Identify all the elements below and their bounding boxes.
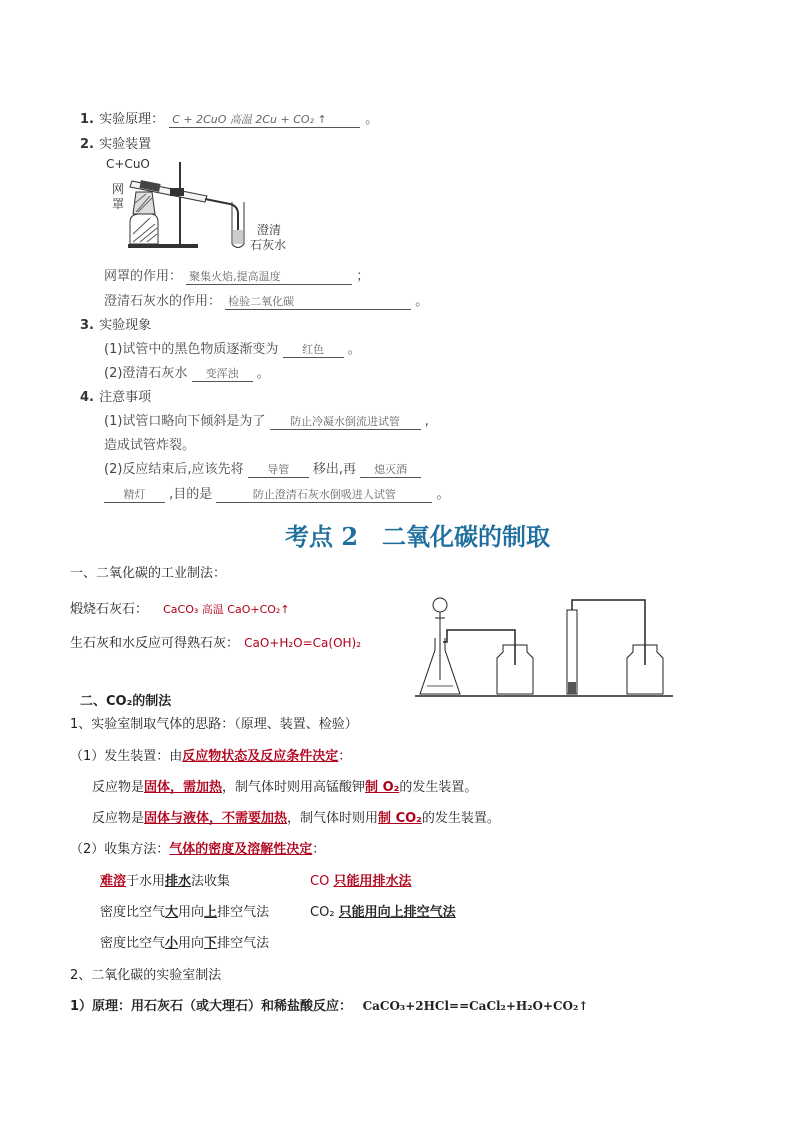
note-answer-lamp-2: 精灯 — [104, 488, 165, 503]
note-2 — [104, 458, 421, 478]
punct: ： — [312, 842, 326, 857]
text: （1）发生装置：由 — [70, 749, 183, 764]
item-number: 1. — [80, 112, 94, 127]
lab-p3 — [92, 776, 477, 795]
apparatus-heading — [80, 133, 151, 152]
lab-p7 — [70, 995, 588, 1014]
item-number: 2. — [80, 137, 94, 152]
text: 排空气法 — [217, 905, 270, 920]
slaked-lime-formula: CaO+H₂O=Ca(OH)₂ — [244, 636, 362, 650]
emphasis: 制 CO₂ — [378, 811, 422, 826]
delivery-tube-2 — [572, 600, 645, 665]
emphasis: 大 — [165, 905, 179, 920]
observation-text: (1)试管中的黑色物质逐渐变为 — [104, 342, 279, 357]
mesh-label-1: 网 — [112, 182, 125, 196]
principle-formula: CaCO₃+2HCl==CaCl₂+H₂O+CO₂↑ — [362, 999, 589, 1013]
note-1 — [104, 410, 429, 430]
emphasis: 固体，需加热 — [144, 780, 223, 795]
calcination-label: 煅烧石灰石： — [70, 602, 149, 617]
punct: , — [424, 414, 429, 429]
notes-heading — [80, 386, 151, 405]
stand-base — [128, 244, 198, 248]
mesh-label-2: 罩 — [112, 197, 125, 211]
emphasis: 反应物状态及反应条件决定 — [182, 749, 339, 764]
emphasis: 只能用排水法 — [333, 874, 412, 889]
observation-text: (2)澄清石灰水 — [104, 366, 188, 381]
lab-p2 — [70, 745, 351, 764]
text: 用向 — [178, 905, 205, 920]
collect-row-3 — [100, 932, 269, 951]
emphasis: 小 — [165, 936, 179, 951]
observation-answer: 红色 — [283, 343, 344, 358]
limewater-role-answer: 检验二氧化碳 — [225, 295, 411, 310]
text: 法收集 — [191, 874, 231, 889]
item-number: 4. — [80, 390, 94, 405]
text: （2）收集方法： — [70, 842, 170, 857]
text: 的发生装置。 — [399, 780, 478, 795]
punct: ； — [356, 269, 370, 284]
emphasis: 难溶 — [100, 874, 127, 889]
gas-name: CO — [310, 874, 334, 889]
emphasis: 排水 — [165, 874, 192, 889]
text: 反应物是 — [92, 811, 145, 826]
item-label: 注意事项 — [99, 390, 152, 405]
lab-title — [80, 690, 171, 709]
gas-generator-diagram — [415, 590, 675, 700]
limewater-role-label: 澄清石灰水的作用： — [104, 294, 222, 309]
punct: 。 — [347, 342, 361, 357]
lab-p4 — [92, 807, 500, 826]
item-label: 实验原理： — [99, 112, 165, 127]
punct: 。 — [365, 112, 379, 127]
lab-p5 — [70, 838, 325, 857]
industrial-line-1 — [70, 598, 290, 617]
text: 反应物是 — [92, 780, 145, 795]
note-text: ,目的是 — [169, 487, 213, 502]
note-answer-tube: 导管 — [248, 463, 309, 478]
punct: 。 — [256, 366, 270, 381]
emphasis: 上 — [204, 905, 218, 920]
item-number: 3. — [80, 318, 94, 333]
lab-p6: 2、二氧化碳的实验室制法 — [70, 968, 222, 983]
text: 密度比空气 — [100, 936, 166, 951]
test-tube — [567, 610, 577, 694]
note-answer: 防止冷凝水倒流进试管 — [270, 415, 421, 430]
emphasis: 气体的密度及溶解性决定 — [169, 842, 313, 857]
delivery-tube — [443, 630, 515, 665]
industrial-title: 一、二氧化碳的工业制法： — [70, 566, 227, 581]
note-1-continued: 造成试管炸裂。 — [104, 438, 196, 453]
calcination-formula: CaCO₃ 高温 CaO+CO₂↑ — [163, 603, 290, 616]
emphasis: 固体与液体，不需要加热 — [144, 811, 288, 826]
emphasis: 制 O₂ — [365, 780, 400, 795]
item-label: 实验现象 — [99, 318, 152, 333]
mesh-role-label: 网罩的作用： — [104, 269, 183, 284]
reactants-label: C+CuO — [106, 157, 150, 171]
observation-2 — [104, 362, 270, 382]
gas-name: CO₂ — [310, 905, 339, 920]
text: 的发生装置。 — [421, 811, 500, 826]
note-text: (1)试管口略向下倾斜是为了 — [104, 414, 266, 429]
observation-1 — [104, 338, 361, 358]
mesh-role-line — [104, 265, 369, 285]
item-label: 实验装置 — [99, 137, 152, 152]
collect-row-1 — [100, 870, 230, 889]
reaction-formula: C + 2CuO 高温 2Cu + CO₂ ↑ — [169, 113, 360, 128]
note-2-continued — [104, 483, 450, 503]
text: ，制气体时则用高锰酸钾 — [222, 780, 366, 795]
observation-answer: 变浑浊 — [192, 367, 253, 382]
punct: 。 — [415, 294, 429, 309]
note-text: 移出,再 — [312, 462, 356, 477]
limewater-role-line — [104, 290, 428, 310]
slaked-lime-label: 生石灰和水反应可得熟石灰： — [70, 636, 240, 651]
note-answer-purpose: 防止澄清石灰水倒吸进人试管 — [216, 488, 432, 503]
text: ，制气体时则用 — [287, 811, 379, 826]
mesh-role-answer: 聚集火焰,提高温度 — [186, 270, 352, 285]
principle-label: 1）原理：用石灰石（或大理石）和稀盐酸反应： — [70, 999, 353, 1014]
collect-row-2 — [100, 901, 269, 920]
note-text: (2)反应结束后,应该先将 — [104, 462, 244, 477]
limewater-label-2: 石灰水 — [250, 238, 287, 252]
limewater-label-1: 澄清 — [257, 223, 282, 237]
phenomena-heading — [80, 314, 151, 333]
lab-title-prefix: 二、 — [80, 694, 107, 709]
industrial-line-2 — [70, 632, 361, 651]
text: 用向 — [178, 936, 205, 951]
punct: ： — [338, 749, 352, 764]
lab-p1: 1、实验室制取气体的思路：（原理、装置、检验） — [70, 717, 358, 732]
text: 密度比空气 — [100, 905, 166, 920]
text: 于水用 — [126, 874, 166, 889]
emphasis: 只能用向上排空气法 — [338, 905, 456, 920]
alcohol-burner — [130, 214, 158, 244]
punct: 。 — [436, 487, 450, 502]
note-answer-lamp: 熄灭酒 — [360, 463, 421, 478]
emphasis: 下 — [204, 936, 218, 951]
separatory-funnel — [433, 598, 447, 612]
section-heading: 考点 2 二氧化碳的制取 — [285, 522, 551, 551]
collect-row-1-right — [310, 870, 411, 889]
principle-line — [80, 108, 378, 128]
collect-row-2-right — [310, 901, 456, 920]
lab-title-text: CO₂的制法 — [106, 694, 172, 709]
text: 排空气法 — [217, 936, 270, 951]
